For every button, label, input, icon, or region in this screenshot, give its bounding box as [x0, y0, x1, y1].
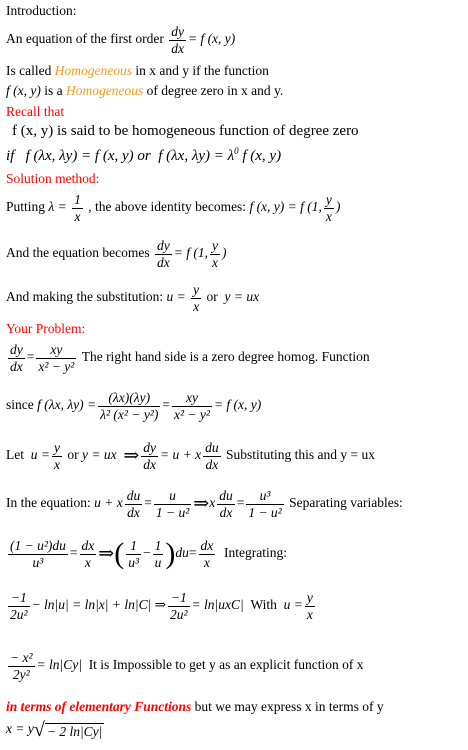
called-line: Is called Homogeneous in x and y if the function — [6, 63, 269, 78]
ode-fraction: $\frac{dy}{dx}$ — [171, 24, 184, 56]
first-order-text: An equation of the first order — [6, 31, 164, 47]
substitution-line: And making the substitution: u = $\frac{y}{x}$ or y = ux — [6, 282, 260, 314]
ode-rhs: = f (x, y) — [187, 31, 236, 47]
elementary-line: in terms of elementary Functions but we may express x in terms of y — [6, 699, 384, 714]
intro-heading — [6, 4, 77, 18]
intro-text: Introduction: — [6, 3, 77, 18]
final-line: x = y√ − 2 ln|Cy| — [6, 719, 103, 741]
first-order-line — [6, 24, 235, 56]
result-line: $\frac{\text{− x²}}{\text{2y²}}$ = ln|Cy| It is Impossible to get y as an explicit function of x — [10, 650, 364, 682]
elementary-functions-term: in terms of elementary Functions — [6, 699, 192, 714]
in-equation-line: In the equation: u + x $\frac{du}{dx}$ = $\frac{u}{\text{1 − u²}}$ ⇒x $\frac{du}{dx}$ = $\frac{\text{u³}}{\text{1 − u²}}$ Separating variables: — [6, 488, 403, 520]
since-line: since f (λx, λy) = $\frac{(\lambda x)(\lambda y)}{\text{λ² (x² − y²)}}$ = $\frac{xy}{\text{x² − y²}}$ = f (x, y) — [6, 390, 262, 422]
your-problem-heading: Your Problem: — [6, 321, 86, 336]
solution-method-heading: Solution method: — [6, 171, 100, 186]
homogeneous-term: Homogeneous — [54, 63, 132, 78]
putting-line: Putting λ = $\frac{1}{x}$ , the above identity becomes: f (x, y) = f (1, $\frac{y}{x}$ ) — [6, 192, 341, 224]
integrated-line: $\frac{-1}{\text{2u²}}$ − ln|u| = ln|x| + ln|C| ⇒ $\frac{-1}{\text{2u²}}$ = ln|uxC| With u = $\frac{y}{x}$ — [10, 590, 313, 622]
recall-heading: Recall that — [6, 104, 65, 119]
if-line: if f (λx, λy) = f (x, y) or f (λx, $\lambda y) = \lambda^0$ f (x, y) — [6, 146, 282, 164]
separated-line: $\frac{\text{(1 − u²)du}}{\text{u³}}$ = $\frac{dx}{x}$ ⇒( $\frac{1}{\text{u³}}$ − $\frac{1}{u}$ )du= $\frac{dx}{x}$ Integrating: — [10, 537, 287, 571]
recall-line: f (x, y) is said to be homogeneous function of degree zero — [12, 123, 359, 139]
problem-line: $\frac{dy}{dx}$ = $\frac{xy}{\text{x² − y²}}$ The right hand side is a zero degree homog. Function — [10, 342, 370, 374]
let-line: Let u = $\frac{y}{x}$ or y = ux ⇒ $\frac{dy}{dx}$ = u + x $\frac{du}{dx}$ Substituting this and y = ux — [6, 440, 375, 472]
homogeneous-term-2: Homogeneous — [65, 83, 144, 98]
isa-line: f (x, y) is a Homogeneous of degree zero in x and y. — [6, 83, 284, 98]
equation-becomes-line: And the equation becomes $\frac{dy}{dx}$ = f (1, $\frac{y}{x}$ ) — [6, 238, 227, 270]
